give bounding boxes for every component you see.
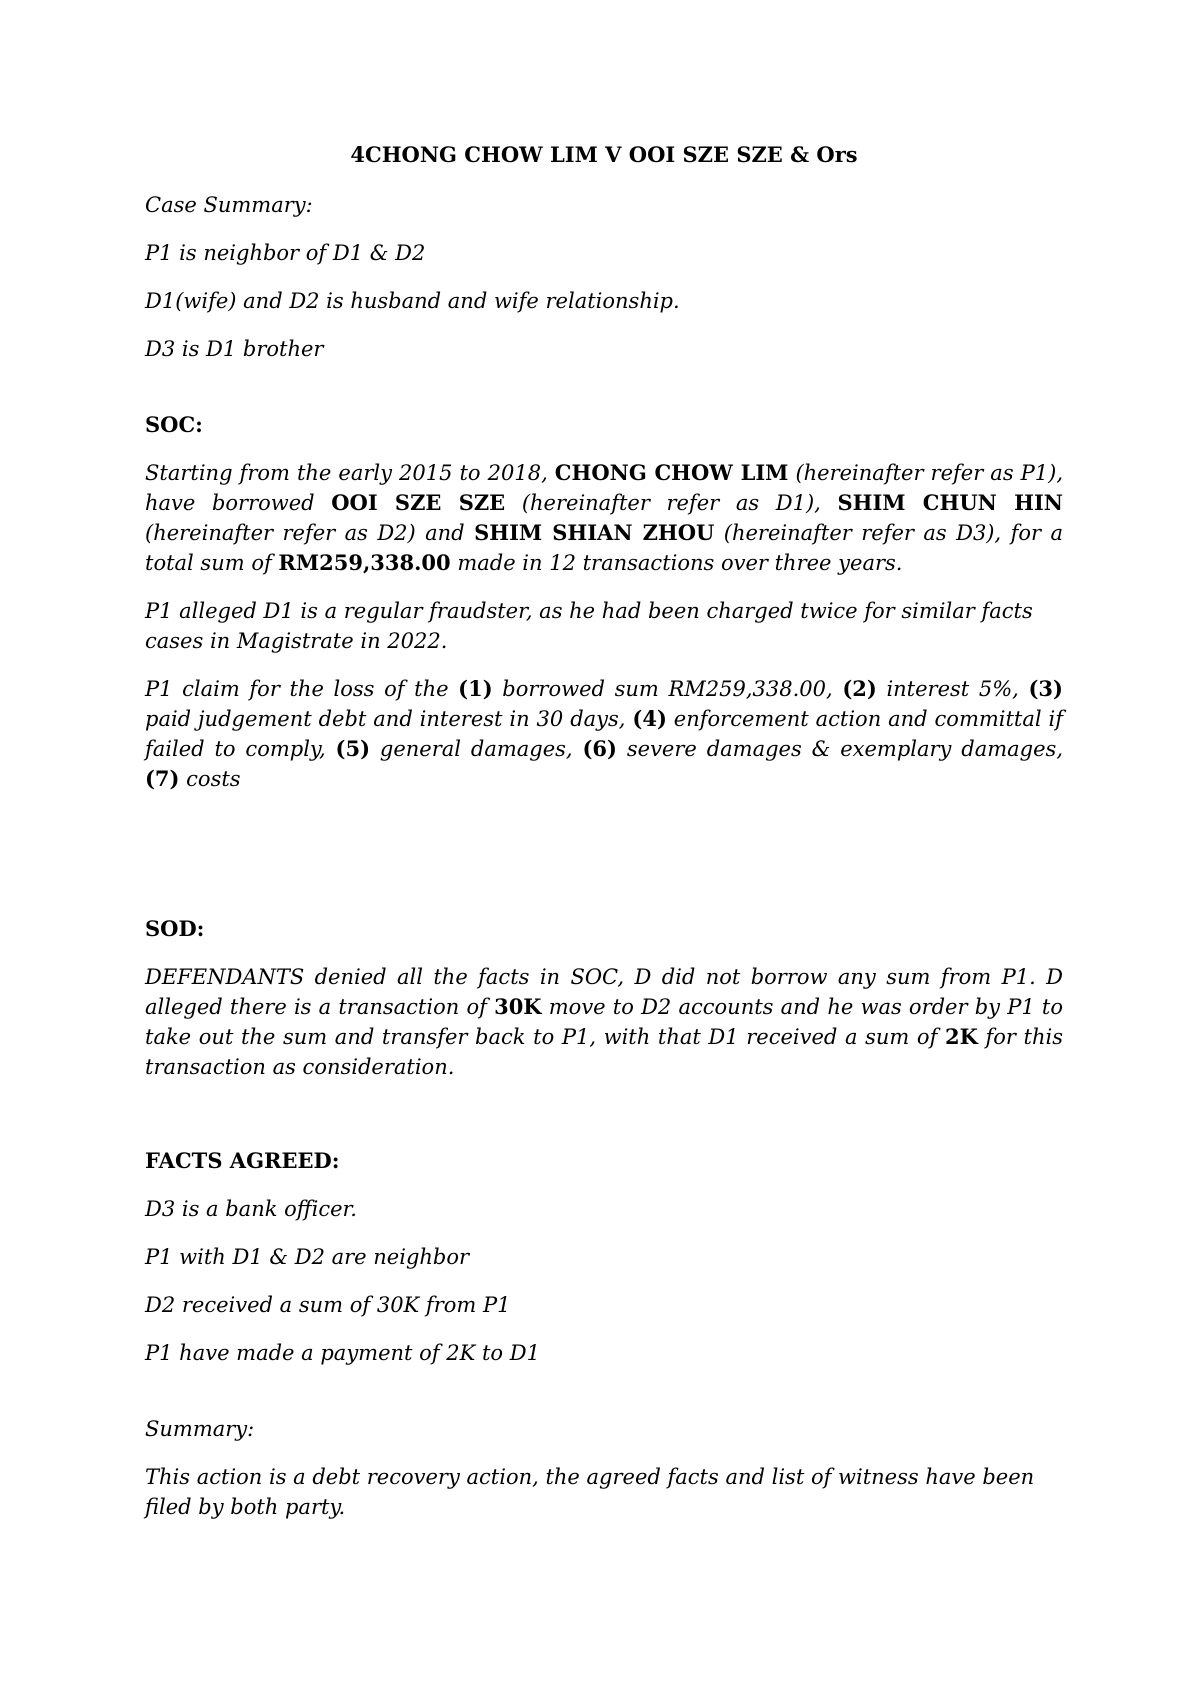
fact-line: D3 is a bank officer.: [145, 1197, 357, 1221]
document-title: 4CHONG CHOW LIM V OOI SZE SZE & Ors: [350, 142, 858, 167]
sod-text: for this transaction as consideration.: [145, 1025, 1063, 1079]
claim-number: (2): [842, 676, 877, 701]
plaintiff-name: CHONG CHOW LIM: [554, 460, 789, 485]
soc-heading: SOC:: [145, 412, 203, 437]
spacer: [145, 1386, 1063, 1414]
claim-number: (6): [582, 736, 617, 761]
claim-text: borrowed sum RM259,338.00,: [492, 677, 843, 701]
claim-text: general damages,: [370, 737, 583, 761]
soc-text: (hereinafter refer as D3), for a total sum of: [145, 521, 1063, 575]
total-sum: RM259,338.00: [278, 550, 451, 575]
soc-paragraph-1: [145, 458, 1063, 578]
sod-amount: 2K: [944, 1024, 978, 1049]
claim-text: interest 5%,: [876, 677, 1029, 701]
sod-amount: 30K: [494, 994, 542, 1019]
claim-text: P1 claim for the loss of the: [145, 677, 459, 701]
claim-number: (1): [458, 676, 493, 701]
fact-line: D2 received a sum of 30K from P1: [145, 1293, 511, 1317]
soc-text: Starting from the early 2015 to 2018,: [145, 461, 555, 485]
claim-text: paid judgement debt and interest in 30 days,: [145, 707, 633, 731]
sod-paragraph: [145, 962, 1063, 1082]
claim-number: (3): [1028, 676, 1063, 701]
soc-text: (hereinafter refer as P1), have borrowed: [145, 461, 1063, 515]
sod-heading: SOD:: [145, 916, 205, 941]
soc-text: (hereinafter refer as D1),: [505, 491, 838, 515]
claim-text: costs: [179, 767, 241, 791]
defendant1-name: OOI SZE SZE: [331, 490, 506, 515]
sod-text: move to D2 accounts and he was order by P1 to take out the sum and transfer back to P1, with that D1 received a sum of: [145, 995, 1063, 1049]
summary-text: This action is a debt recovery action, the agreed facts and list of witness have been filed by both party.: [145, 1465, 1035, 1519]
claim-number: (7): [145, 766, 180, 791]
soc-text: made in 12 transactions over three years.: [450, 551, 903, 575]
claim-text: enforcement action and committal if failed to comply,: [145, 707, 1064, 761]
spacer: [145, 812, 1063, 914]
spacer: [145, 382, 1063, 410]
case-summary-line: D1(wife) and D2 is husband and wife relationship.: [145, 289, 680, 313]
claim-number: (4): [632, 706, 667, 731]
sod-text: DEFENDANTS denied all the facts in SOC, D did not borrow any sum from P1. D alleged there is a transaction of: [145, 965, 1063, 1019]
fact-line: P1 with D1 & D2 are neighbor: [145, 1245, 470, 1269]
soc-paragraph-2: P1 alleged D1 is a regular fraudster, as he had been charged twice for similar facts cases in Magistrate in 2022.: [145, 599, 1033, 653]
fact-line: P1 have made a payment of 2K to D1: [145, 1341, 540, 1365]
document-page: [145, 140, 1063, 1540]
defendant2-name: SHIM CHUN HIN: [837, 490, 1063, 515]
claim-number: (5): [335, 736, 371, 761]
soc-paragraph-3: [145, 674, 1063, 794]
claim-text: severe damages & exemplary damages,: [616, 737, 1063, 761]
facts-agreed-heading: FACTS AGREED:: [145, 1148, 340, 1173]
soc-text: (hereinafter refer as D2) and: [145, 521, 475, 545]
spacer: [145, 1100, 1063, 1146]
case-summary-label: Case Summary:: [145, 193, 313, 217]
defendant3-name: SHIM SHIAN ZHOU: [474, 520, 715, 545]
summary-label: Summary:: [145, 1417, 255, 1441]
case-summary-line: D3 is D1 brother: [145, 337, 324, 361]
case-summary-line: P1 is neighbor of D1 & D2: [145, 241, 426, 265]
